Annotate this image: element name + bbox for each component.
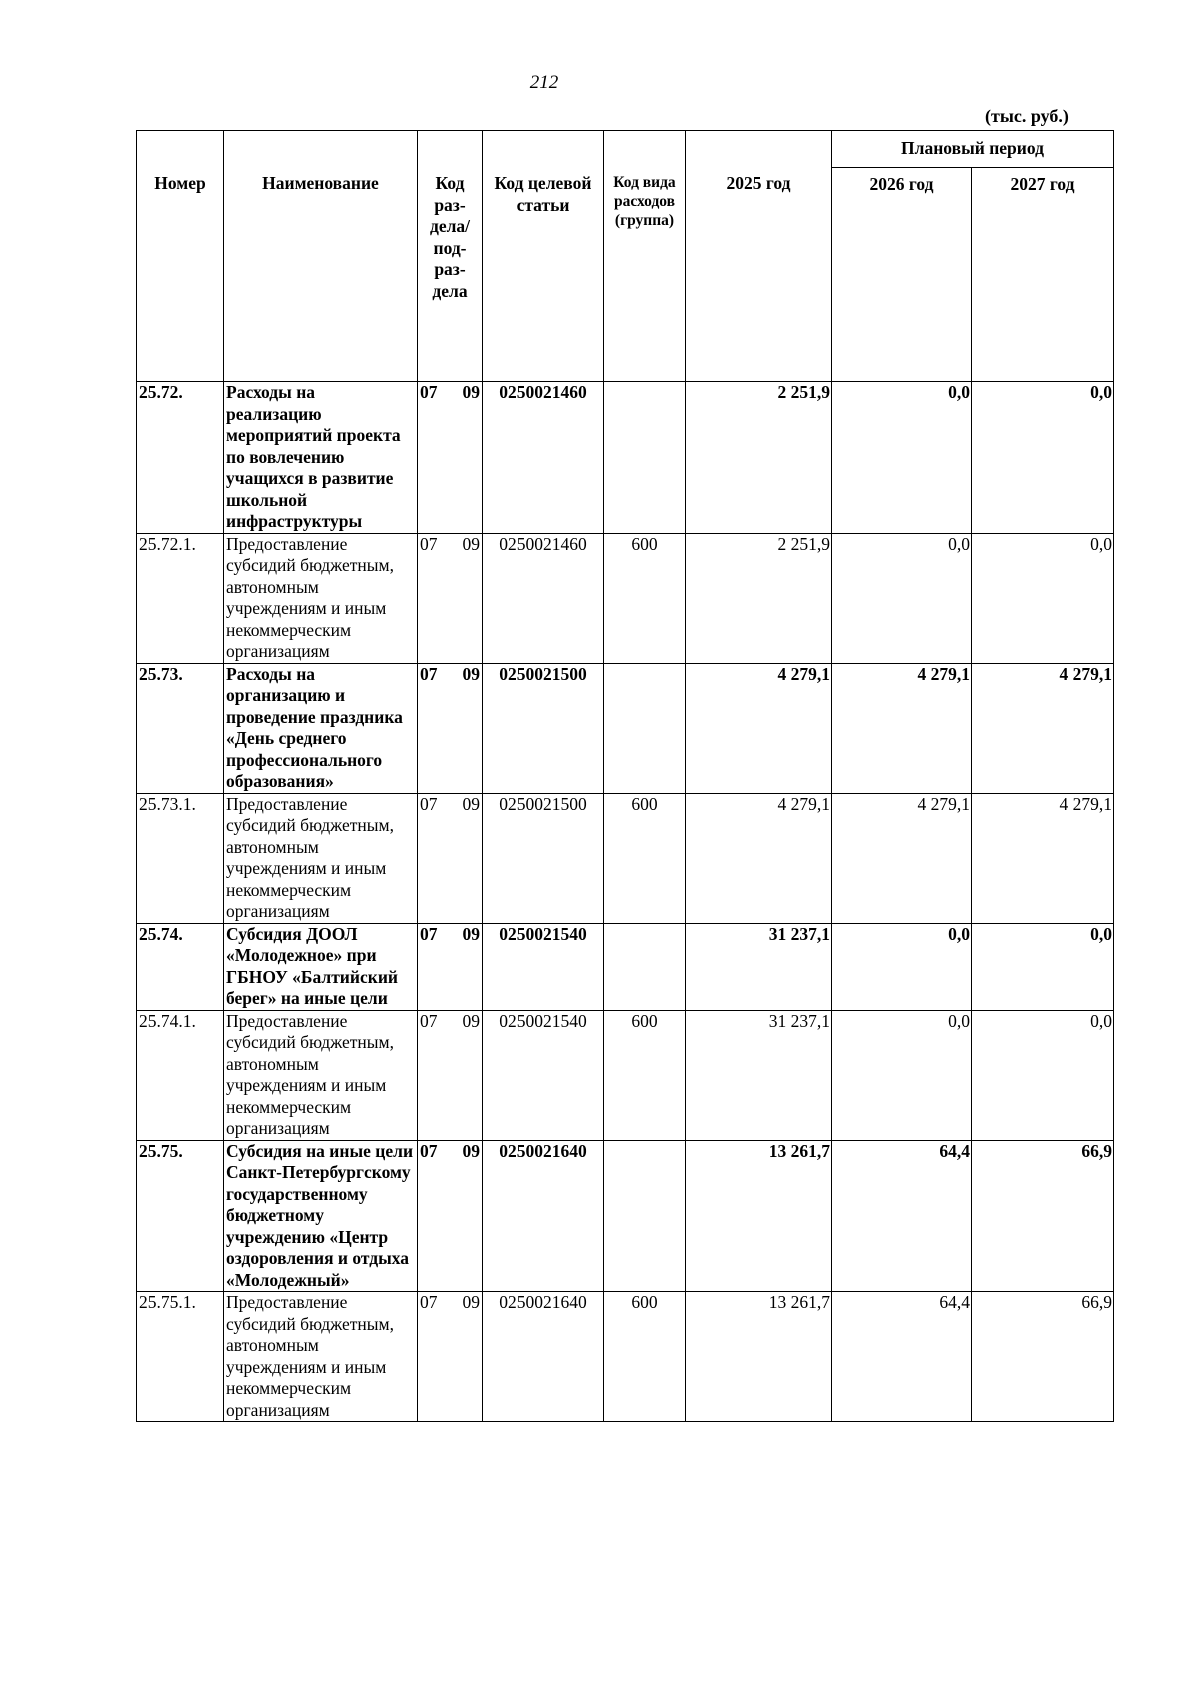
table-header: [137, 131, 1114, 382]
table-body: [137, 382, 1114, 1422]
row-subsection: 09: [462, 923, 480, 944]
row-section: 07: [420, 382, 438, 402]
row-amount-2026: 0,0: [832, 923, 972, 1010]
budget-table: [136, 130, 1114, 1422]
table-row: [137, 382, 1114, 534]
row-name: Субсидия на иные цели Санкт-Петербургскому государственному бюджетному учреждению «Центр оздоровления и отдыха «Молодежный»: [224, 1140, 418, 1292]
row-name: Субсидия ДООЛ «Молодежное» при ГБНОУ «Балтийский берег» на иные цели: [224, 923, 418, 1010]
row-number: 25.75.: [137, 1140, 224, 1292]
row-amount-2025: 31 237,1: [686, 923, 832, 1010]
table-row: [137, 793, 1114, 923]
table-row: [137, 1010, 1114, 1140]
table-row: [137, 663, 1114, 793]
row-amount-2027: 66,9: [972, 1140, 1114, 1292]
header-name: Наименование: [224, 131, 418, 382]
row-expense-type: [604, 382, 686, 534]
table-row: [137, 923, 1114, 1010]
row-amount-2026: 0,0: [832, 382, 972, 534]
row-section-code: [418, 663, 483, 793]
row-section-code: [418, 382, 483, 534]
row-amount-2026: 64,4: [832, 1140, 972, 1292]
row-subsection: 09: [462, 663, 480, 684]
row-section-code: [418, 923, 483, 1010]
row-target-code: 0250021540: [483, 1010, 604, 1140]
row-subsection: 09: [462, 382, 480, 402]
row-subsection: 09: [462, 1140, 480, 1161]
row-amount-2026: 0,0: [832, 533, 972, 663]
table-row: [137, 1140, 1114, 1292]
table-row: [137, 1292, 1114, 1422]
row-amount-2026: 4 279,1: [832, 793, 972, 923]
row-section: 07: [420, 923, 438, 944]
header-planning-period: Плановый период: [832, 131, 1114, 168]
header-target-code: Код целевой статьи: [483, 131, 604, 382]
row-amount-2025: 4 279,1: [686, 793, 832, 923]
row-expense-type: 600: [604, 1010, 686, 1140]
row-number: 25.74.: [137, 923, 224, 1010]
row-subsection: 09: [462, 793, 480, 814]
row-target-code: 0250021500: [483, 663, 604, 793]
row-expense-type: [604, 1140, 686, 1292]
header-number: Номер: [137, 131, 224, 382]
row-subsection: 09: [462, 1292, 480, 1312]
row-amount-2027: 0,0: [972, 923, 1114, 1010]
row-target-code: 0250021640: [483, 1140, 604, 1292]
row-name: Предоставление субсидий бюджетным, автономным учреждениям и иным некоммерческим организациям: [224, 793, 418, 923]
row-name: Предоставление субсидий бюджетным, автономным учреждениям и иным некоммерческим организациям: [224, 1010, 418, 1140]
row-expense-type: 600: [604, 793, 686, 923]
row-target-code: 0250021540: [483, 923, 604, 1010]
page-number: 212: [529, 72, 559, 93]
header-year-2025: 2025 год: [686, 131, 832, 382]
row-amount-2026: 64,4: [832, 1292, 972, 1422]
row-expense-type: [604, 923, 686, 1010]
row-number: 25.73.1.: [137, 793, 224, 923]
row-section: 07: [420, 1140, 438, 1161]
row-number: 25.75.1.: [137, 1292, 224, 1422]
row-amount-2026: 4 279,1: [832, 663, 972, 793]
row-amount-2025: 13 261,7: [686, 1292, 832, 1422]
row-amount-2027: 0,0: [972, 382, 1114, 534]
row-section-code: [418, 1292, 483, 1422]
row-amount-2027: 0,0: [972, 1010, 1114, 1140]
row-section: 07: [420, 793, 438, 814]
row-expense-type: [604, 663, 686, 793]
row-expense-type: 600: [604, 533, 686, 663]
row-name: Расходы на организацию и проведение праздника «День среднего профессионального образования»: [224, 663, 418, 793]
row-amount-2027: 4 279,1: [972, 663, 1114, 793]
row-amount-2027: 0,0: [972, 533, 1114, 663]
row-section: 07: [420, 1292, 438, 1312]
row-amount-2027: 66,9: [972, 1292, 1114, 1422]
row-target-code: 0250021460: [483, 533, 604, 663]
header-section-code: Код раз-дела/ под-раз-дела: [418, 131, 483, 382]
row-section-code: [418, 1140, 483, 1292]
header-year-2026: 2026 год: [832, 168, 972, 382]
row-section-code: [418, 533, 483, 663]
units-label: (тыс. руб.): [985, 106, 1069, 126]
row-target-code: 0250021500: [483, 793, 604, 923]
row-name: Предоставление субсидий бюджетным, автономным учреждениям и иным некоммерческим организациям: [224, 1292, 418, 1422]
row-expense-type: 600: [604, 1292, 686, 1422]
row-name: Расходы на реализацию мероприятий проекта по вовлечению учащихся в развитие школьной инфраструктуры: [224, 382, 418, 534]
row-section: 07: [420, 533, 438, 554]
row-amount-2025: 4 279,1: [686, 663, 832, 793]
table-row: [137, 533, 1114, 663]
header-expense-type: Код вида расходов (группа): [604, 131, 686, 382]
row-number: 25.72.1.: [137, 533, 224, 663]
row-number: 25.73.: [137, 663, 224, 793]
row-amount-2027: 4 279,1: [972, 793, 1114, 923]
row-section-code: [418, 793, 483, 923]
row-number: 25.72.: [137, 382, 224, 534]
row-amount-2025: 2 251,9: [686, 533, 832, 663]
row-amount-2026: 0,0: [832, 1010, 972, 1140]
row-section-code: [418, 1010, 483, 1140]
row-name: Предоставление субсидий бюджетным, автономным учреждениям и иным некоммерческим организациям: [224, 533, 418, 663]
row-subsection: 09: [462, 533, 480, 554]
header-year-2027: 2027 год: [972, 168, 1114, 382]
row-subsection: 09: [462, 1010, 480, 1031]
row-section: 07: [420, 663, 438, 684]
row-number: 25.74.1.: [137, 1010, 224, 1140]
row-target-code: 0250021460: [483, 382, 604, 534]
row-section: 07: [420, 1010, 438, 1031]
row-amount-2025: 2 251,9: [686, 382, 832, 534]
row-amount-2025: 13 261,7: [686, 1140, 832, 1292]
row-target-code: 0250021640: [483, 1292, 604, 1422]
row-amount-2025: 31 237,1: [686, 1010, 832, 1140]
